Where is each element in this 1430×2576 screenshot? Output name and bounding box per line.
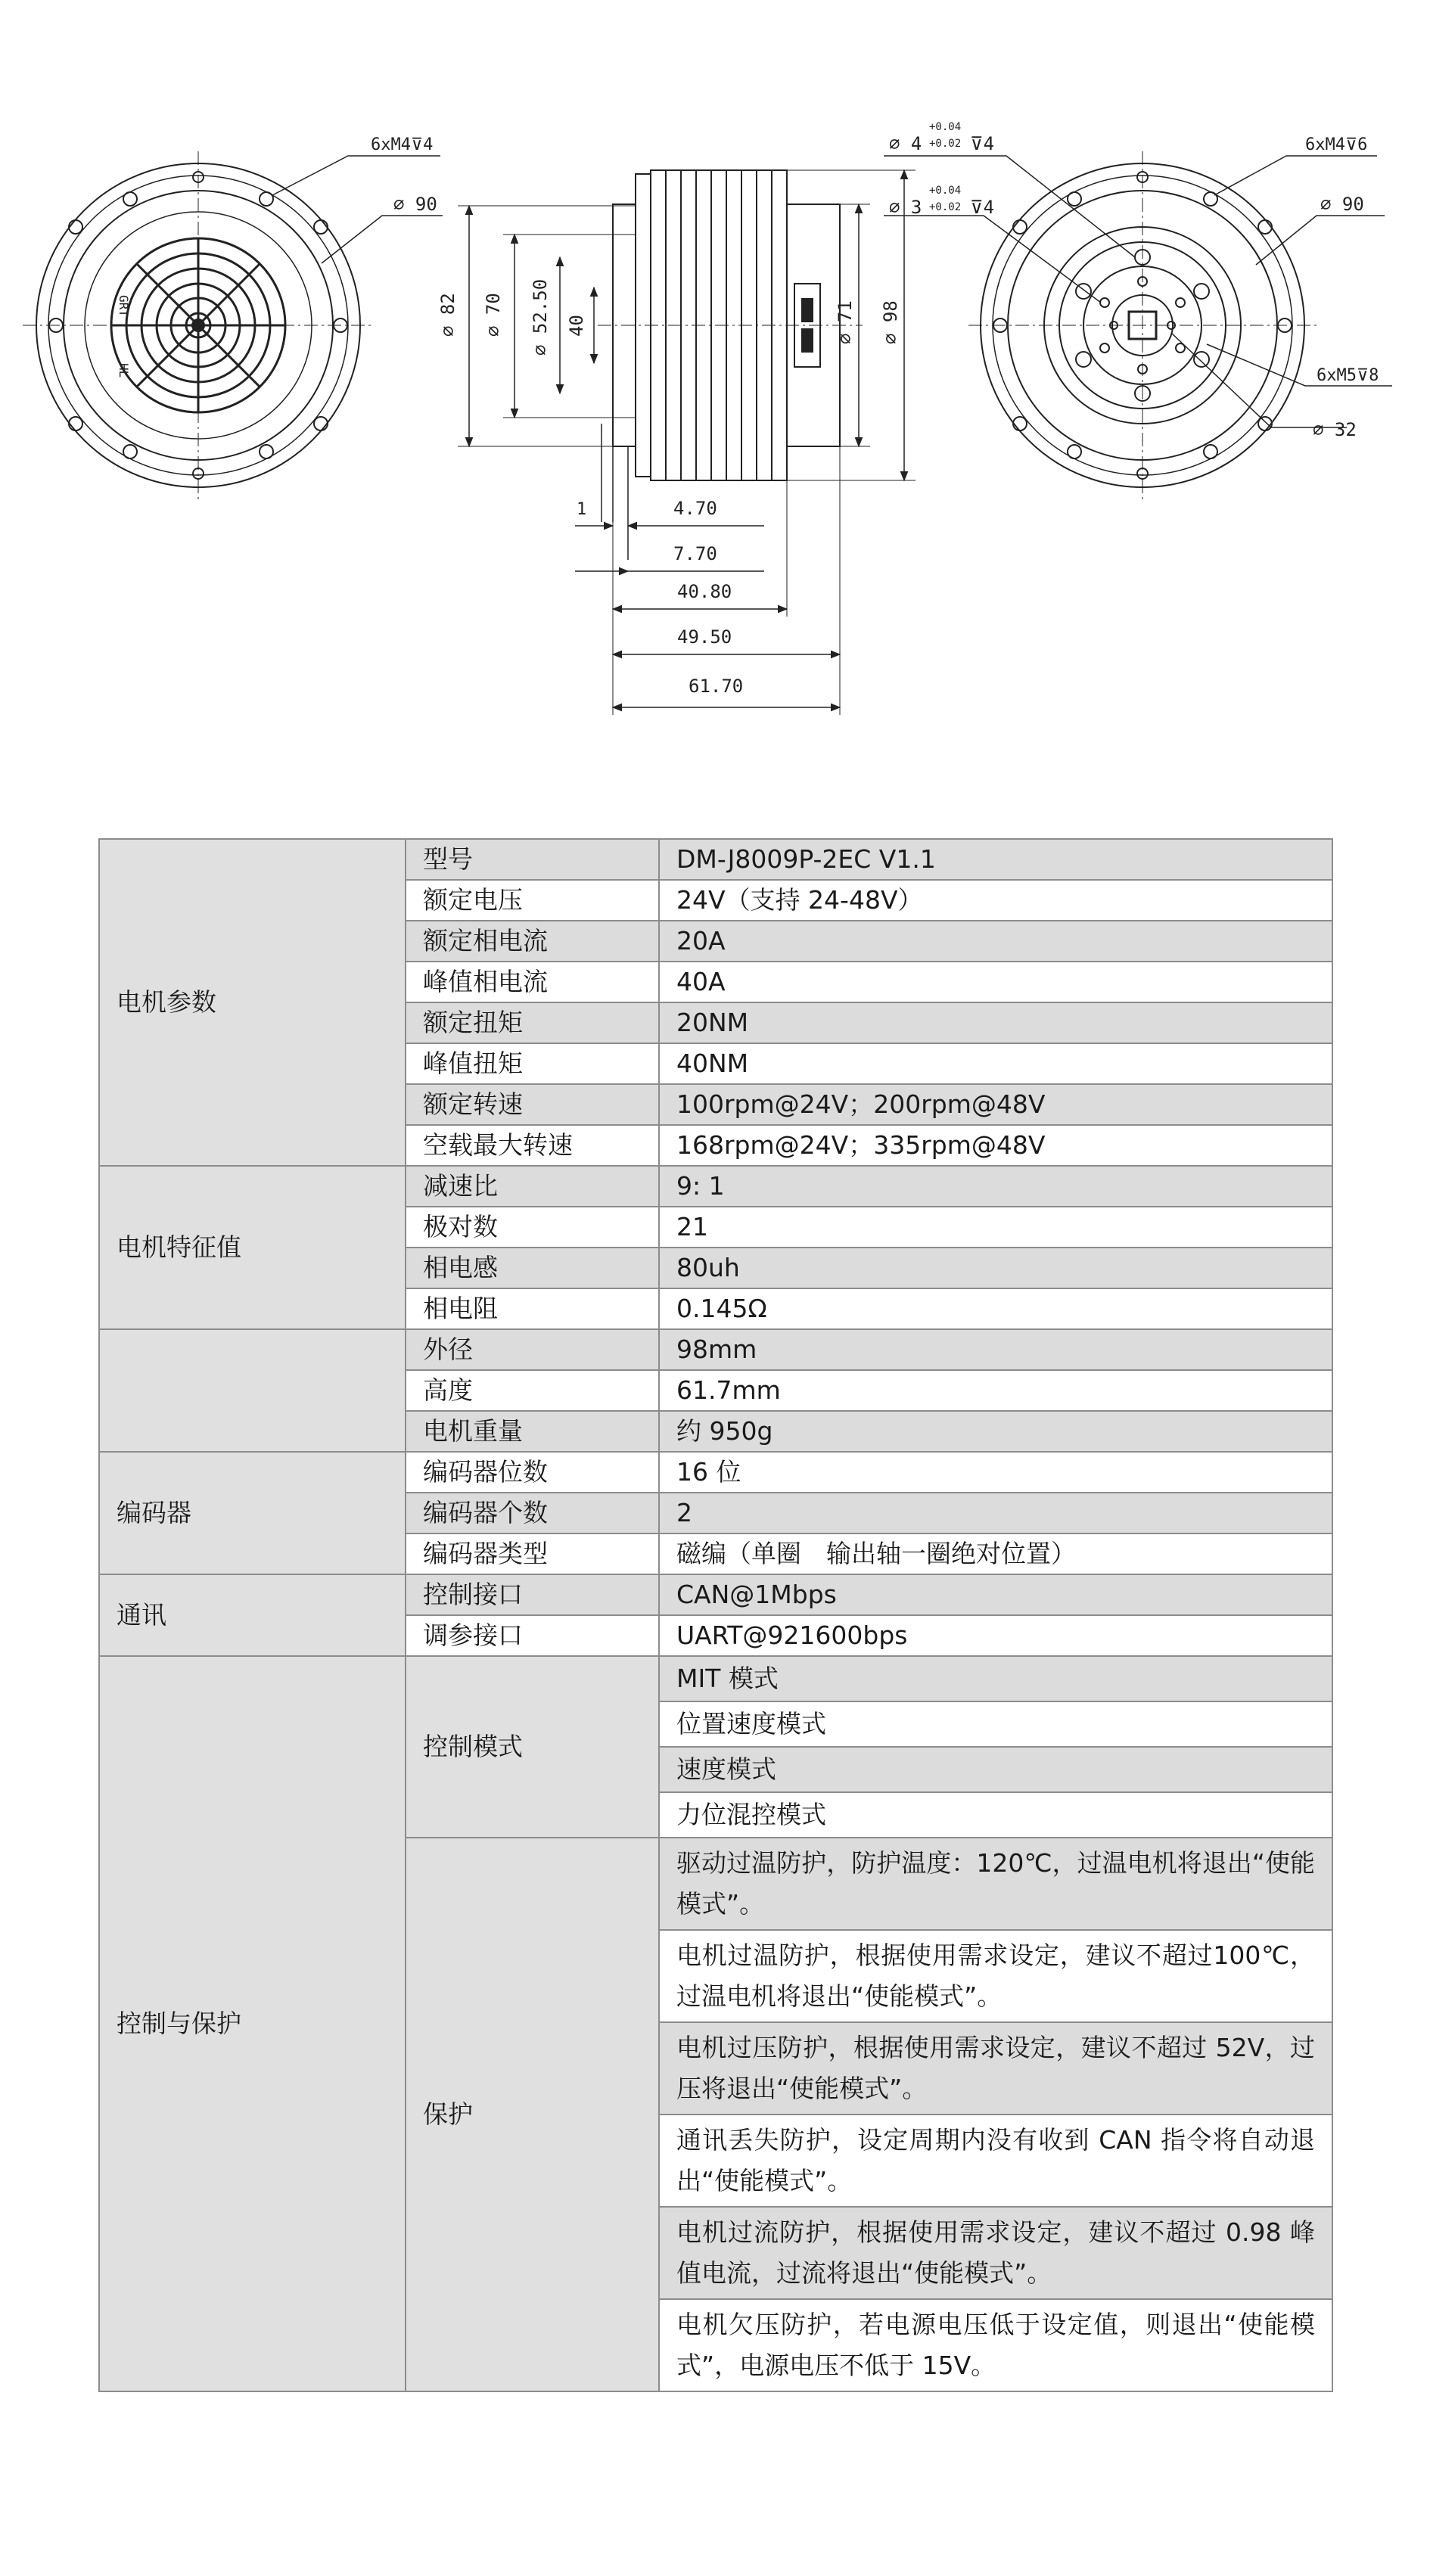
group-motor-features: 电机特征值 xyxy=(99,1166,406,1329)
control-mode: 位置速度模式 xyxy=(659,1701,1332,1747)
row-label: 峰值扭矩 xyxy=(406,1043,659,1084)
row-value: 9: 1 xyxy=(659,1166,1332,1207)
table-row xyxy=(99,1329,1332,1370)
row-value: 24V（支持 24-48V） xyxy=(659,880,1332,921)
table-row xyxy=(99,839,1332,880)
table-row xyxy=(99,1166,1332,1207)
row-label: 额定扭矩 xyxy=(406,1002,659,1043)
row-label: 控制接口 xyxy=(406,1574,659,1615)
spec-table xyxy=(98,838,1333,2392)
protection-item: 电机过温防护，根据使用需求设定，建议不超过100℃，过温电机将退出“使能模式”。 xyxy=(659,1930,1332,2022)
protection-item: 通讯丢失防护，设定周期内没有收到 CAN 指令将自动退出“使能模式”。 xyxy=(659,2115,1332,2207)
protection-item: 电机欠压防护，若电源电压低于设定值，则退出“使能模式”，电源电压不低于 15V。 xyxy=(659,2299,1332,2391)
row-label: 空载最大转速 xyxy=(406,1125,659,1166)
svg-text:+0.04: +0.04 xyxy=(929,185,962,197)
dim-40-80: 40.80 xyxy=(677,581,732,602)
svg-text:⌀ 4: ⌀ 4 xyxy=(889,133,922,154)
row-value: 100rpm@24V；200rpm@48V xyxy=(659,1084,1332,1125)
row-label: 极对数 xyxy=(406,1207,659,1248)
front-inner-dia: ⌀ 32 xyxy=(1313,419,1357,440)
control-mode: MIT 模式 xyxy=(659,1656,1332,1701)
protection-item: 电机过压防护，根据使用需求设定，建议不超过 52V，过压将退出“使能模式”。 xyxy=(659,2022,1332,2115)
row-value: 磁编（单圈 输出轴一圈绝对位置） xyxy=(659,1533,1332,1574)
row-label: 峰值相电流 xyxy=(406,962,659,1002)
row-value: 98mm xyxy=(659,1329,1332,1370)
rear-pcd-label: ⌀ 90 xyxy=(393,194,437,215)
dim-dia-98: ⌀ 98 xyxy=(880,300,901,344)
row-value: 20A xyxy=(659,921,1332,962)
pin-hole-3-note xyxy=(889,185,994,218)
dim-40: 40 xyxy=(566,315,587,337)
row-value: 0.145Ω xyxy=(659,1288,1332,1329)
row-label: 相电阻 xyxy=(406,1288,659,1329)
group-motor-params: 电机参数 xyxy=(99,839,406,1166)
svg-text:+0.02: +0.02 xyxy=(929,201,962,213)
row-label: 型号 xyxy=(406,839,659,880)
row-value: 2 xyxy=(659,1493,1332,1533)
row-value: 40NM xyxy=(659,1043,1332,1084)
table-row xyxy=(99,1574,1332,1615)
motor-technical-drawing xyxy=(0,0,1430,757)
rear-marking: GRT xyxy=(117,295,131,317)
row-value: 16 位 xyxy=(659,1452,1332,1493)
row-label: 减速比 xyxy=(406,1166,659,1207)
row-value: UART@921600bps xyxy=(659,1615,1332,1656)
row-value: 20NM xyxy=(659,1002,1332,1043)
svg-text:⊽4: ⊽4 xyxy=(970,133,995,154)
group-encoder: 编码器 xyxy=(99,1452,406,1574)
protection-label: 保护 xyxy=(406,1838,659,2391)
group-comm: 通讯 xyxy=(99,1574,406,1656)
dim-dia-70: ⌀ 70 xyxy=(483,293,504,337)
row-label: 高度 xyxy=(406,1370,659,1411)
control-modes-label: 控制模式 xyxy=(406,1656,659,1838)
svg-text:⊽4: ⊽4 xyxy=(970,197,995,218)
row-label: 相电感 xyxy=(406,1248,659,1288)
row-label: 额定电压 xyxy=(406,880,659,921)
svg-text:⌀ 3: ⌀ 3 xyxy=(889,197,922,218)
dim-49-50: 49.50 xyxy=(677,626,732,648)
row-label: 调参接口 xyxy=(406,1615,659,1656)
row-label: 电机重量 xyxy=(406,1411,659,1452)
row-label: 编码器位数 xyxy=(406,1452,659,1493)
row-value: 61.7mm xyxy=(659,1370,1332,1411)
rear-hole-note: 6xM4⊽4 xyxy=(371,135,434,154)
row-value: CAN@1Mbps xyxy=(659,1574,1332,1615)
control-mode: 速度模式 xyxy=(659,1747,1332,1792)
rear-marking-2: HL xyxy=(117,363,131,378)
table-row xyxy=(99,1656,1332,1701)
dim-4-70: 4.70 xyxy=(673,498,717,519)
front-pcd-label: ⌀ 90 xyxy=(1320,194,1364,215)
row-label: 编码器类型 xyxy=(406,1533,659,1574)
group-physical xyxy=(99,1329,406,1452)
dim-7-70: 7.70 xyxy=(673,543,717,564)
protection-item: 驱动过温防护，防护温度：120℃，过温电机将退出“使能模式”。 xyxy=(659,1838,1332,1930)
dim-dia-52-5: ⌀ 52.50 xyxy=(530,278,551,356)
protection-item: 电机过流防护，根据使用需求设定，建议不超过 0.98 峰值电流，过流将退出“使能模式”。 xyxy=(659,2207,1332,2299)
row-label: 额定相电流 xyxy=(406,921,659,962)
svg-text:+0.02: +0.02 xyxy=(929,138,962,150)
row-value: DM-J8009P-2EC V1.1 xyxy=(659,839,1332,880)
row-value: 80uh xyxy=(659,1248,1332,1288)
front-thread-note: 6xM5⊽8 xyxy=(1317,366,1379,385)
row-value: 40A xyxy=(659,962,1332,1002)
row-value: 21 xyxy=(659,1207,1332,1248)
control-mode: 力位混控模式 xyxy=(659,1792,1332,1838)
dim-61-70: 61.70 xyxy=(689,676,744,697)
svg-text:+0.04: +0.04 xyxy=(929,121,962,133)
dim-1: 1 xyxy=(577,500,587,519)
row-value: 168rpm@24V；335rpm@48V xyxy=(659,1125,1332,1166)
dim-dia-82: ⌀ 82 xyxy=(437,293,459,337)
rear-view xyxy=(23,151,443,499)
row-label: 额定转速 xyxy=(406,1084,659,1125)
dim-dia-71: ⌀ 71 xyxy=(835,300,856,344)
front-hole-note: 6xM4⊽6 xyxy=(1305,135,1368,154)
row-label: 外径 xyxy=(406,1329,659,1370)
table-row xyxy=(99,1452,1332,1493)
row-value: 约 950g xyxy=(659,1411,1332,1452)
pin-hole-4-note xyxy=(889,121,994,154)
group-control: 控制与保护 xyxy=(99,1656,406,2391)
row-label: 编码器个数 xyxy=(406,1493,659,1533)
